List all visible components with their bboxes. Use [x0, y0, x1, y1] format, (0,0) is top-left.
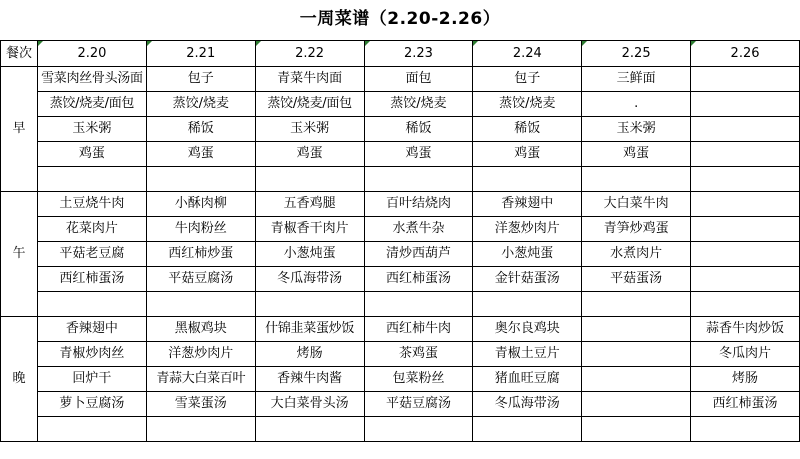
- dish-cell: [691, 417, 800, 442]
- dish-cell: [582, 292, 691, 317]
- dish-cell: 冬瓜肉片: [691, 342, 800, 367]
- dish-cell: 包子: [146, 67, 255, 92]
- dish-cell: [691, 292, 800, 317]
- dish-cell: 蒜香牛肉炒饭: [691, 317, 800, 342]
- dish-cell: 鸡蛋: [38, 142, 147, 167]
- dish-cell: 西红柿炒蛋: [146, 242, 255, 267]
- table-row: [1, 217, 800, 242]
- dish-cell: 大白菜骨头汤: [255, 392, 364, 417]
- date-header: 2.22: [255, 41, 364, 67]
- dish-cell: 水煮肉片: [582, 242, 691, 267]
- table-row: [1, 317, 800, 342]
- dish-cell: 花菜肉片: [38, 217, 147, 242]
- dish-cell: [691, 142, 800, 167]
- dish-cell: 大白菜牛肉: [582, 192, 691, 217]
- dish-cell: [473, 417, 582, 442]
- dish-cell: 小葱炖蛋: [473, 242, 582, 267]
- dish-cell: 小葱炖蛋: [255, 242, 364, 267]
- dish-cell: 清炒西葫芦: [364, 242, 473, 267]
- dish-cell: 平菇蛋汤: [582, 267, 691, 292]
- dish-cell: 奥尔良鸡块: [473, 317, 582, 342]
- dish-cell: [38, 167, 147, 192]
- dish-cell: 萝卜豆腐汤: [38, 392, 147, 417]
- meal-label: 晚: [1, 317, 38, 442]
- table-row: [1, 67, 800, 92]
- dish-cell: 三鲜面: [582, 67, 691, 92]
- dish-cell: [146, 417, 255, 442]
- dish-cell: [691, 117, 800, 142]
- date-header: 2.25: [582, 41, 691, 67]
- dish-cell: 青菜牛肉面: [255, 67, 364, 92]
- dish-cell: [691, 67, 800, 92]
- dish-cell: 面包: [364, 67, 473, 92]
- dish-cell: 稀饭: [364, 117, 473, 142]
- dish-cell: 平菇老豆腐: [38, 242, 147, 267]
- dish-cell: 牛肉粉丝: [146, 217, 255, 242]
- table-row: [1, 167, 800, 192]
- table-row: [1, 117, 800, 142]
- dish-cell: 西红柿蛋汤: [38, 267, 147, 292]
- table-row: [1, 267, 800, 292]
- table-row: [1, 142, 800, 167]
- table-row: [1, 242, 800, 267]
- header-label: 餐次: [1, 41, 38, 67]
- dish-cell: 鸡蛋: [146, 142, 255, 167]
- dish-cell: 洋葱炒肉片: [146, 342, 255, 367]
- table-row: [1, 192, 800, 217]
- table-row: [1, 417, 800, 442]
- dish-cell: 玉米粥: [582, 117, 691, 142]
- date-header: 2.21: [146, 41, 255, 67]
- dish-cell: 蒸饺/烧麦: [364, 92, 473, 117]
- dish-cell: 蒸饺/烧麦/面包: [255, 92, 364, 117]
- dish-cell: 五香鸡腿: [255, 192, 364, 217]
- dish-cell: 烤肠: [691, 367, 800, 392]
- dish-cell: 烤肠: [255, 342, 364, 367]
- dish-cell: 玉米粥: [255, 117, 364, 142]
- dish-cell: 青蒜大白菜百叶: [146, 367, 255, 392]
- dish-cell: [473, 167, 582, 192]
- dish-cell: 土豆烧牛肉: [38, 192, 147, 217]
- dish-cell: 什锦韭菜蛋炒饭: [255, 317, 364, 342]
- dish-cell: 包菜粉丝: [364, 367, 473, 392]
- meal-label: 午: [1, 192, 38, 317]
- dish-cell: [146, 167, 255, 192]
- dish-cell: [255, 292, 364, 317]
- dish-cell: [364, 292, 473, 317]
- dish-cell: [691, 267, 800, 292]
- dish-cell: 平菇豆腐汤: [146, 267, 255, 292]
- date-header: 2.24: [473, 41, 582, 67]
- dish-cell: 青笋炒鸡蛋: [582, 217, 691, 242]
- dish-cell: 洋葱炒肉片: [473, 217, 582, 242]
- dish-cell: 香辣翅中: [473, 192, 582, 217]
- date-header: 2.23: [364, 41, 473, 67]
- dish-cell: [582, 417, 691, 442]
- date-header: 2.26: [691, 41, 800, 67]
- dish-cell: 回炉干: [38, 367, 147, 392]
- dish-cell: 小酥肉柳: [146, 192, 255, 217]
- dish-cell: [582, 317, 691, 342]
- dish-cell: 雪菜肉丝骨头汤面: [38, 67, 147, 92]
- dish-cell: [255, 167, 364, 192]
- dish-cell: 鸡蛋: [582, 142, 691, 167]
- dish-cell: 百叶结烧肉: [364, 192, 473, 217]
- dish-cell: [582, 342, 691, 367]
- dish-cell: 鸡蛋: [364, 142, 473, 167]
- meal-label: 早: [1, 67, 38, 192]
- dish-cell: [691, 167, 800, 192]
- dish-cell: [582, 367, 691, 392]
- dish-cell: 鸡蛋: [255, 142, 364, 167]
- dish-cell: 包子: [473, 67, 582, 92]
- dish-cell: 西红柿蛋汤: [364, 267, 473, 292]
- dish-cell: 稀饭: [146, 117, 255, 142]
- dish-cell: 猪血旺豆腐: [473, 367, 582, 392]
- dish-cell: 香辣翅中: [38, 317, 147, 342]
- dish-cell: [146, 292, 255, 317]
- date-header: 2.20: [38, 41, 147, 67]
- dish-cell: 蒸饺/烧麦: [146, 92, 255, 117]
- dish-cell: 水煮牛杂: [364, 217, 473, 242]
- dish-cell: 金针菇蛋汤: [473, 267, 582, 292]
- table-row: [1, 367, 800, 392]
- dish-cell: 茶鸡蛋: [364, 342, 473, 367]
- dish-cell: 平菇豆腐汤: [364, 392, 473, 417]
- dish-cell: 西红柿蛋汤: [691, 392, 800, 417]
- dish-cell: [473, 292, 582, 317]
- dish-cell: [364, 417, 473, 442]
- dish-cell: 青椒香干肉片: [255, 217, 364, 242]
- dish-cell: [364, 167, 473, 192]
- table-row: [1, 342, 800, 367]
- dish-cell: 鸡蛋: [473, 142, 582, 167]
- menu-table: [0, 40, 800, 442]
- dish-cell: 蒸饺/烧麦/面包: [38, 92, 147, 117]
- dish-cell: 黑椒鸡块: [146, 317, 255, 342]
- table-row: [1, 392, 800, 417]
- dish-cell: 稀饭: [473, 117, 582, 142]
- dish-cell: 冬瓜海带汤: [473, 392, 582, 417]
- dish-cell: [691, 92, 800, 117]
- dish-cell: 西红柿牛肉: [364, 317, 473, 342]
- dish-cell: 青椒土豆片: [473, 342, 582, 367]
- dish-cell: 玉米粥: [38, 117, 147, 142]
- dish-cell: 香辣牛肉酱: [255, 367, 364, 392]
- dish-cell: [582, 392, 691, 417]
- table-row: [1, 292, 800, 317]
- dish-cell: [582, 167, 691, 192]
- dish-cell: [255, 417, 364, 442]
- dish-cell: [691, 217, 800, 242]
- dish-cell: [691, 192, 800, 217]
- header-row: [1, 41, 800, 67]
- dish-cell: 蒸饺/烧麦: [473, 92, 582, 117]
- dish-cell: [38, 292, 147, 317]
- dish-cell: [691, 242, 800, 267]
- dish-cell: 雪菜蛋汤: [146, 392, 255, 417]
- page-title: 一周菜谱（2.20-2.26）: [299, 9, 501, 29]
- dish-cell: .: [582, 92, 691, 117]
- dish-cell: [38, 417, 147, 442]
- dish-cell: 冬瓜海带汤: [255, 267, 364, 292]
- dish-cell: 青椒炒肉丝: [38, 342, 147, 367]
- table-row: [1, 92, 800, 117]
